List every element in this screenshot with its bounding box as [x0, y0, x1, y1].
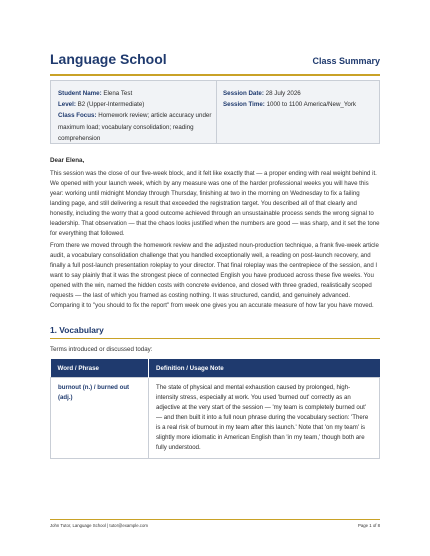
- session-info-box: [50, 80, 380, 144]
- student-name-label: Student Name:: [58, 90, 102, 97]
- level-row: [58, 99, 212, 110]
- column-header-definition: Definition / Usage Note: [149, 359, 380, 378]
- footer-contact: John Tutor, Language School | tutor@example.com: [50, 523, 148, 528]
- vocabulary-header-row: [51, 359, 380, 378]
- student-info: [58, 88, 212, 144]
- session-time-label: Session Time:: [223, 101, 265, 109]
- session-info: [223, 88, 373, 110]
- page-number: Page 1 of 8: [358, 523, 380, 528]
- level-label: Level:: [58, 101, 76, 109]
- letter-paragraph-2: From there we moved through the homework review and the adjusted noun-production technique, a frank five-week article audit, a vocabulary consolidation challenge that you handled exceptionally well, a reading on post-launch recovery, and finally a full post-launch presentation roleplay to your director. That final roleplay was the centrepiece of the session, and I want to say plainly that it was the strongest piece of connected English you have produced across these five weeks. You opened with the win, named the hidden costs with concrete evidence, and closed with three graded, realistically scoped requests — the last of which you framed as costing nothing. It was structured, candid, and genuinely advanced. Comparing it to "you should to fix the report" from week one gives you an accurate measure of how far you have moved.: [50, 242, 379, 309]
- session-time-value: 1000 to 1100 America/New_York: [266, 101, 357, 109]
- session-time-row: [223, 99, 373, 110]
- session-date-value: 28 July 2026: [265, 90, 301, 97]
- session-date-row: [223, 88, 373, 99]
- school-name: Language School: [50, 51, 167, 67]
- page-header: [50, 50, 380, 76]
- page-footer: [50, 519, 380, 530]
- letter-greeting: Dear Elena,: [50, 157, 85, 164]
- student-name-row: [58, 88, 212, 99]
- vocabulary-word: burnout (n.) / burned out (adj.): [51, 378, 149, 459]
- class-focus-label: Class Focus:: [58, 112, 97, 120]
- session-date-label: Session Date:: [223, 90, 264, 97]
- column-header-word: Word / Phrase: [51, 359, 149, 378]
- vocabulary-section-title: 1. Vocabulary: [50, 325, 380, 339]
- class-focus-value: Homework review; article accuracy under maximum load; vocabulary consolidation; reading comprehension: [58, 112, 212, 142]
- letter-paragraph-1: This session was the close of our five-week block, and it felt like exactly that — a proper ending with real weight behind it. We opened with your launch week, which by any measure was one of the harder professional weeks you will have this year: working until midnight Monday through Thursday, finishing at two in the morning on Wednesday to fix a failing landing page, and still delivering a result that exceeded the registration target. You described all of that clearly and honestly, including the worry that a good outcome achieved through an unsustainable process sends the wrong signal to leadership. That observation — that the chaos looks justified when the numbers are good — was sharp, and it set the tone for everything that followed.: [50, 170, 380, 237]
- level-value: B2 (Upper-Intermediate): [77, 101, 145, 109]
- table-row: [51, 378, 380, 459]
- student-name-value: Elena Test: [103, 90, 133, 97]
- class-focus-row: [58, 110, 212, 144]
- vocabulary-definition: The state of physical and mental exhaustion caused by prolonged, high-intensity stress, especially at work. You used 'burned out' correctly as an adjective at the very start of the session — 'my team is completely burned out' — and then built it into a full noun phrase during the vocabulary section: 'There is a real risk of burnout in my team after this launch.' Note that 'on my team' is slightly more idiomatic in American English than 'in my team,' though both are fully understood.: [149, 378, 380, 459]
- vocabulary-table: [50, 359, 380, 459]
- vocabulary-intro: Terms introduced or discussed today:: [50, 346, 153, 353]
- document-type: Class Summary: [312, 56, 380, 66]
- info-divider: [216, 81, 217, 143]
